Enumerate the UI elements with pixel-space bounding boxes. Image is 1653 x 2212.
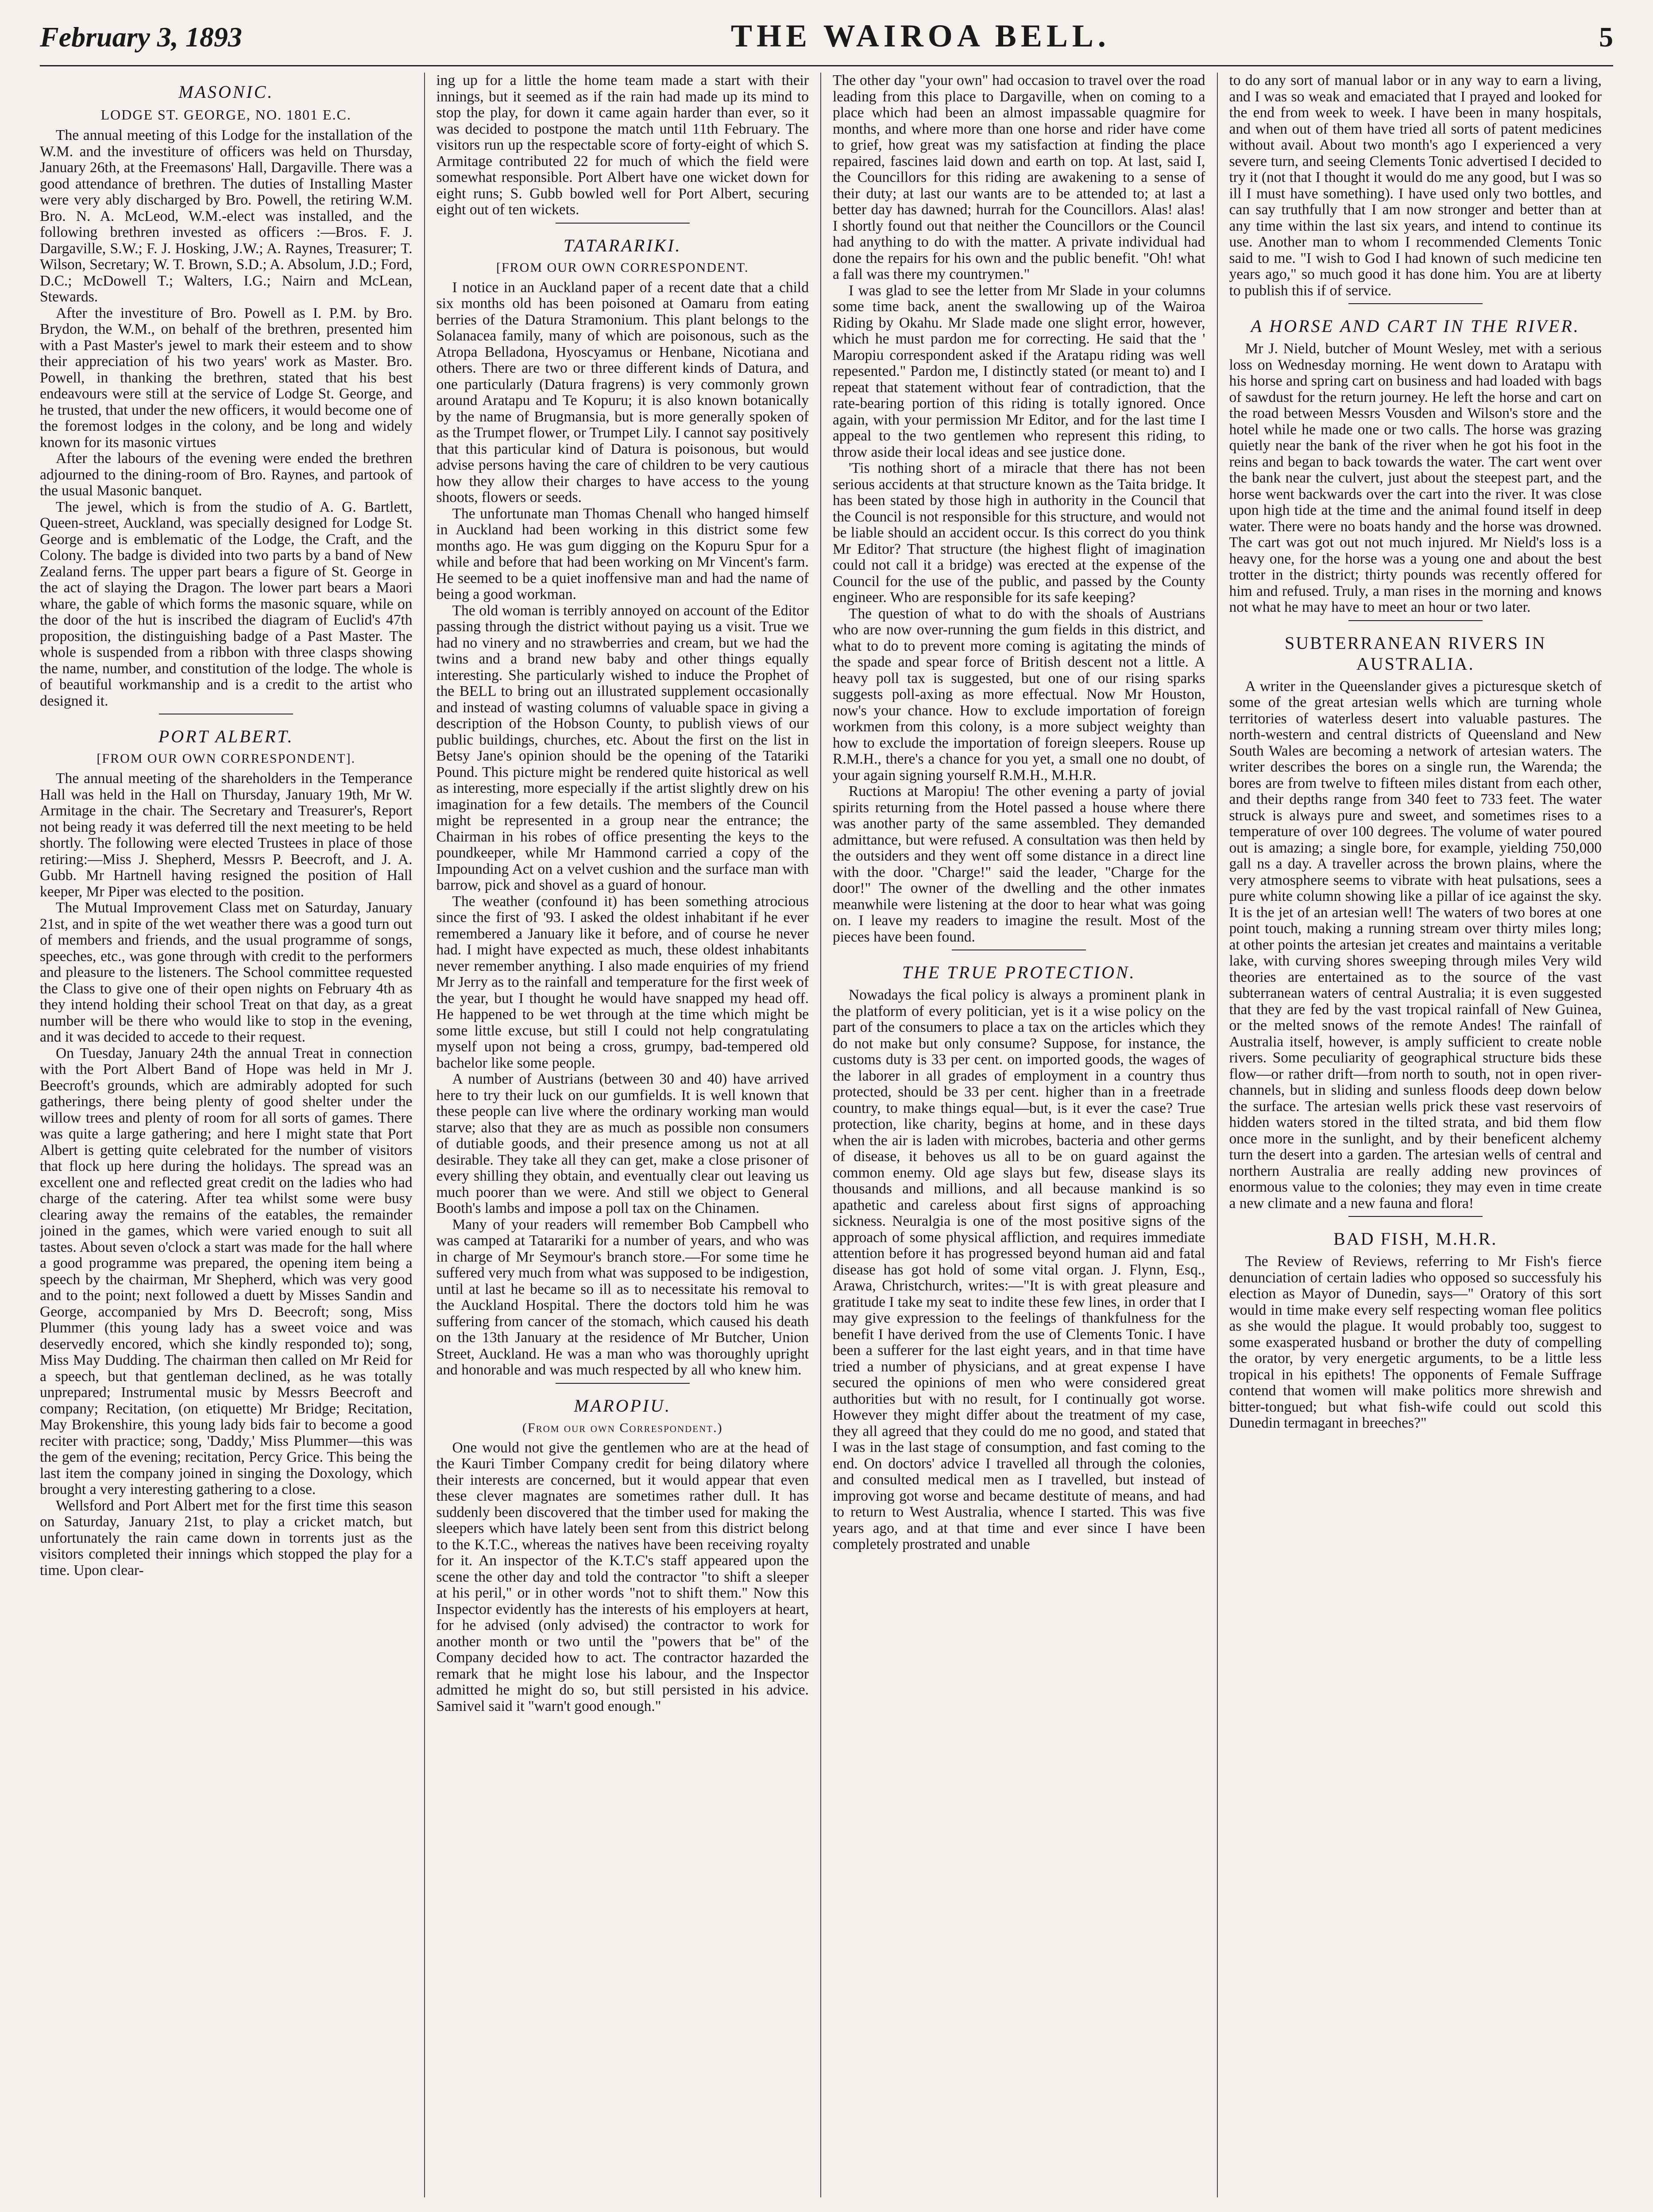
article — [40, 81, 413, 714]
article-heading: MASONIC. — [178, 82, 274, 102]
article — [436, 1395, 809, 1715]
section-divider — [1348, 303, 1483, 304]
article-paragraph: The old woman is terribly annoyed on account of the Editor passing through the district without paying us a visit. True we had no vinery and no strawberries and cream, but we had the twins and a brand new baby and other things equally interesting. She particularly wished to induce the Prophet of the BELL to bring out an illustrated supplement occasionally and instead of wasting columns of valuable space in giving a description of the Hobson County, to publish views of our public buildings, churches, etc. About the first on the list in Betsy Jane's opinion should be the opening of the Tatariki Pound. This picture might be rendered quite historical as well as interesting, more especially if the artist slightly drew on his imagination for a few details. The members of the Council might be represented in a group near the entrance; the Chairman in his robes of office presenting the keys to the poundkeeper, while Mr Hammond carried a copy of the Impounding Act on a velvet cushion and the surface man with barrow, pick and shovel as a guard of honour. — [436, 602, 809, 893]
article-paragraph: The jewel, which is from the studio of A. G. Bartlett, Queen-street, Auckland, was specially designed for Lodge St. George and is emblematic of the Lodge, the Craft, and the Colony. The badge is divided into two parts by a band of New Zealand ferns. The upper part bears a figure of St. George in the act of slaying the Dragon. The lower part bears a Maori whare, the gable of which forms the masonic square, while on the door of the hut is inscribed the diagram of Euclid's 47th proposition, the distinguishing badge of a Past Master. The whole is suspended from a ribbon with three clasps showing the name, number, and constitution of the lodge. The whole is of beautiful workmanship and is a credit to the artist who designed it. — [40, 498, 413, 709]
article-paragraph: I was glad to see the letter from Mr Slade in your columns some time back, anent the swallowing up of the Wairoa Riding by Okahu. Mr Slade made one slight error, however, which he must pardon me for correcting. He said that the ' Maropiu correspondent asked if the Aratapu riding was well repesented." Pardon me, I distinctly stated (or meant to) and I repeat that statement without fear of contradiction, that the rate-bearing portion of this riding is totally ignored. Once again, with your permission Mr Editor, and for the last time I appeal to the two gentlemen who represent this riding, to throw aside their local ideas and see justice done. — [833, 282, 1205, 460]
article-paragraph: After the investiture of Bro. Powell as I. P.M. by Bro. Brydon, the W.M., on behalf of the brethren, presented him with a Past Master's jewel to mark their esteem and to show their appreciation of his two years' work as Master. Bro. Powell, in thanking the brethren, stated that his best endeavours were still at the service of Lodge St. George, and he trusted, that under the new officers, it would become one of the foremost lodges in the colony, and be long and widely known for its masonic virtues — [40, 305, 413, 451]
section-divider — [1348, 1216, 1483, 1217]
columns-container — [40, 73, 1613, 2197]
article-heading: PORT ALBERT. — [158, 726, 294, 746]
article — [436, 73, 809, 224]
article — [1229, 73, 1602, 304]
column-1 — [40, 73, 425, 2197]
article-paragraph: The question of what to do with the shoals of Austrians who are now over-running the gum fields in this district, and what to do to prevent more coming is agitating the minds of the spade and spear force of British descent not a little. A heavy poll tax is suggested, but one of our rising sparks suggests poll-axing as more effectual. Now Mr Houston, now's your chance. How to exclude importation of foreign workmen from this colony, is a more subject weighty than how to exclude the importation of foreign sleepers. Rouse up R.M.H., there's a chance for you yet, a small one no doubt, of your again signing yourself R.M.H., M.H.R. — [833, 605, 1205, 784]
article — [436, 235, 809, 1384]
article-heading: MAROPIU. — [574, 1395, 672, 1416]
article-paragraph: 'Tis nothing short of a miracle that there has not been serious accidents at that structure known as the Taita bridge. It has been stated by those high in authority in the Council that the Council is not responsible for this structure, and would not be liable should an accident occur. Is this correct do you think Mr Editor? That structure (the highest flight of imagination could not call it a bridge) was erected at the expense of the Council for the use of the public, and passed by the County engineer. Who are responsible for its safe keeping? — [833, 460, 1205, 606]
article-heading: A HORSE AND CART IN THE RIVER. — [1251, 316, 1580, 336]
issue-date: February 3, 1893 — [40, 21, 242, 53]
article-subtitle: (From our own Correspondent.) — [522, 1420, 723, 1435]
article-paragraph: One would not give the gentlemen who are at the head of the Kauri Timber Company credit for being dilatory where their interests are concerned, but it would appear that even these clever magnates are sometimes rather dull. It has suddenly been discovered that the timber used for making the sleepers which have lately been sent from this district belong to the K.T.C., whereas the natives have been receiving royalty for it. An inspector of the K.T.C's staff appeared upon the scene the other day and told the contractor "to shift a sleeper at his peril," or in other words "not to shift them." Now this Inspector evidently has the interests of his employers at heart, for he advised (only advised) the contractor to work for another month or two until the "powers that be" of the Company decided how to act. The contractor hazarded the remark that he might lose his labour, and the Inspector admitted he might do so, but still persisted in his advice. Samivel said it "warn't good enough." — [436, 1439, 809, 1714]
article-paragraph: to do any sort of manual labor or in any way to earn a living, and I was so weak and emaciated that I prayed and looked for the end from week to week. I have been in many hospitals, and when out of them have tried all sorts of patent medicines without avail. About two month's ago I experienced a very severe turn, and seeing Clements Tonic advertised I decided to try it (not that I thought it would do me any good, but I was so ill I must have something). I have used only two bottles, and can say truthfully that I am now stronger and better than at any time within the last six years, and intend to continue its use. Another man to whom I recommended Clements Tonic said to me. "I wish to God I had known of such medicine ten years ago," so much good it has done him. You are at liberty to publish this if of service. — [1229, 73, 1602, 299]
article-paragraph: The weather (confound it) has been something atrocious since the first of '93. I asked the oldest inhabitant if he ever remembered a January like it before, and of course he never had. I might have expected as much, these oldest inhabitants never remember anything. I also made enquiries of my friend Mr Jerry as to the rainfall and temperature for the first week of the year, but I thought he would have snapped my head off. He happened to be wet through at the time which might be some little excuse, but still I could not help congratulating myself upon not being a cross, grumpy, bad-tempered old bachelor like some people. — [436, 893, 809, 1071]
article-paragraph: The other day "your own" had occasion to travel over the road leading from this place to Dargaville, when on coming to a place which had been an almost impassable quagmire for months, and where more than one horse and rider have come to grief, how great was my satisfaction at finding the place repaired, fascines laid down and earth on top. At last, said I, the Councillors for this riding are awakening to a sense of their duty; at last our wants are to be attended to; at last a better day has dawned; hurrah for the Councillors. Alas! alas! I shortly found out that neither the Councillors or the Council had anything to do with the matter. A private individual had done the repairs for his own and the public benefit. "Oh! what a fall was there my countrymen." — [833, 73, 1205, 282]
article-paragraph: The unfortunate man Thomas Chenall who hanged himself in Auckland had been working in this district some few months ago. He was gum digging on the Kopuru Spur for a while and before that had been working on Mr Vincent's farm. He seemed to be a quiet inoffensive man and had the name of being a good workman. — [436, 505, 809, 602]
article-paragraph: The Review of Reviews, referring to Mr Fish's fierce denunciation of certain ladies who opposed so successfuly his election as Mayor of Dunedin, says—" Oratory of this sort would in time make every self respecting woman flee politics as she would the plague. It would probably too, suggest to some exasperated husband or brother the duty of compelling the orator, by very energetic arguments, to be a little less tropical in his epithets! The opponents of Female Suffrage contend that women will make politics more shrewish and bitter-tongued; but what fish-wife could out scold this Dunedin termagant in breeches?" — [1229, 1253, 1602, 1431]
article-paragraph: ing up for a little the home team made a start with their innings, but it seemed as if the rain had made up its mind to stop the play, for down it came again harder than ever, so it was decided to postpone the match until 11th February. The visitors run up the respectable score of forty-eight of which S. Armitage contributed 22 for much of which the field were somewhat responsible. Port Albert have one wicket down for eight runs; S. Gubb bowled well for Port Albert, securing eight out of ten wickets. — [436, 73, 809, 218]
article-subtitle: [FROM OUR OWN CORRESPONDENT]. — [97, 751, 356, 766]
article-paragraph: The annual meeting of this Lodge for the installation of the W.M. and the investiture of officers was held on Thursday, January 26th, at the Freemasons' Hall, Dargaville. There was a good attendance of brethren. The duties of Installing Master were very ably discharged by Bro. Powell, the retiring W.M. Bro. N. A. McLeod, W.M.-elect was installed, and the following brethren invested as officers :—Bros. F. J. Dargaville, S.W.; F. J. Hosking, J.W.; A. Raynes, Treasurer; T. Wilson, Secretary; W. T. Brown, S.D.; A. Absolum, J.D.; Ford, D.C.; McDowell T.; Walters, I.G.; Nairn and McLean, Stewards. — [40, 127, 413, 305]
masthead — [40, 0, 1613, 66]
column-4 — [1218, 73, 1614, 2197]
column-3 — [821, 73, 1218, 2197]
article — [1229, 633, 1602, 1217]
article-subtitle: LODGE ST. GEORGE, NO. 1801 E.C. — [100, 107, 351, 123]
article-paragraph: I notice in an Auckland paper of a recent date that a child six months old has been poisoned at Oamaru from eating berries of the Datura Stramonium. This plant belongs to the Solanacea family, many of which are poisonous, such as the Atropa Belladona, Hyoscyamus or Henbane, Nicotiana and others. There are two or three different kinds of Datura, and one particularly (Datura fragrens) is very commonly grown around Aratapu and Te Kopuru; it is also known botanically by the name of Brugmansia, but is more generally spoken of as the Trumpet flower, or Trumpet Lily. I cannot say positively that this particular kind of Datura is poisonous, but would advise persons having the care of children to be very cautious how they allow their charges to have access to the young shoots, flowers or seeds. — [436, 279, 809, 506]
article-paragraph: A number of Austrians (between 30 and 40) have arrived here to try their luck on our gumfields. It is well known that these people can live where the ordinary working man would starve; also that they are as much as possible non consumers of dutiable goods, and their presence among us not at all desirable. They take all they can get, make a close prisoner of every shilling they obtain, and eventually clear out leaving us much poorer than we were. And still we object to General Booth's lambs and impose a poll tax on the Chinamen. — [436, 1071, 809, 1216]
column-2 — [425, 73, 822, 2197]
article-paragraph: Mr J. Nield, butcher of Mount Wesley, met with a serious loss on Wednesday morning. He went down to Aratapu with his horse and spring cart on business and had loaded with bags of sawdust for the return journey. He left the horse and cart on the road between Messrs Vousden and Wilson's store and the hotel while he made one or two calls. The horse was grazing quietly near the bank of the river when he got his foot in the reins and began to back towards the water. The cart went over the bank near the culvert, just about the steepest part, and the horse went backwards over the cart into the river. It was close upon high tide at the time and the animal found itself in deep water. There were no boats handy and the horse was drowned. The cart was got out not much injured. Mr Nield's loss is a heavy one, for the horse was a young one and about the best trotter in the district; thirty pounds was recently offered for him and refused. Truly, a man rises in the morning and knows not what he may have to meet an hour or two later. — [1229, 340, 1602, 615]
article-heading: THE TRUE PROTECTION. — [902, 962, 1136, 982]
newspaper-title: THE WAIROA BELL. — [731, 18, 1110, 54]
article-paragraph: After the labours of the evening were ended the brethren adjourned to the dining-room of Bro. Raynes, and partook of the usual Masonic banquet. — [40, 450, 413, 499]
article-paragraph: On Tuesday, January 24th the annual Treat in connection with the Port Albert Band of Hope was held in Mr J. Beecroft's grounds, which are admirably adopted for such gatherings, there being plenty of good shelter under the willow trees and plenty of room for all sorts of games. There was quite a large gathering; and here I might state that Port Albert is getting quite celebrated for the number of visitors that flock up here during the holidays. The spread was an excellent one and reflected great credit on the ladies who had charge of the catering. After tea whilst some were busy clearing away the remains of the eatables, the remainder joined in the games, which were varied enough to suit all tastes. About seven o'clock a start was made for the hall where a good programme was prepared, the opening item being a speech by the chairman, Mr Shepherd, which was very good and to the point; next followed a duett by Misses Sandin and George, accompanied by Mrs D. Beecroft; song, Miss Plummer (this young lady has a sweet voice and was deservedly encored, which she kindly responded to); song, Miss May Dudding. The chairman then called on Mr Reid for a speech, but that gentleman declined, as he was totally unprepared; Instrumental music by Messrs Beecroft and company; Recitation, (on etiquette) Mr Bridge; Recitation, May Brokenshire, this young lady bids fair to become a good reciter with practice; song, 'Daddy,' Miss Plummer—this was the gem of the evening; recitation, Percy Grice. This being the last item the company joined in singing the Doxology, which brought a very interesting gathering to a close. — [40, 1045, 413, 1498]
article-heading: BAD FISH, M.H.R. — [1333, 1229, 1498, 1249]
article-paragraph: The annual meeting of the shareholders in the Temperance Hall was held in the Hall on Thursday, January 19th, Mr W. Armitage in the chair. The Secretary and Treasurer's, Report not being ready it was deferred till the next meeting to be held shortly. The following were elected Trustees in place of those retiring:—Miss J. Shepherd, Messrs P. Beecroft, and J. A. Gubb. Mr Hartnell having resigned the position of Hall keeper, Mr Piper was elected to the position. — [40, 770, 413, 900]
article-paragraph: Many of your readers will remember Bob Campbell who was camped at Tatarariki for a number of years, and who was in charge of Mr Seymour's branch store.—For some time he suffered very much from what was supposed to be indigestion, until at last he became so ill as to necessitate his removal to the Auckland Hospital. There the doctors told him he was suffering from cancer of the stomach, which caused his death on the 13th January at the residence of Mr Butcher, Union Street, Auckland. He was a man who was thoroughly upright and honorable and was much respected by all who knew him. — [436, 1216, 809, 1378]
article-heading: TATARARIKI. — [563, 235, 682, 255]
article-heading: SUBTERRANEAN RIVERS IN AUSTRALIA. — [1285, 633, 1546, 674]
article — [833, 962, 1205, 1553]
article-paragraph: Wellsford and Port Albert met for the first time this season on Saturday, January 21st, to play a cricket match, but unfortunately the rain came down in torrents just as the visitors completed their innings which stopped the play for a time. Upon clear- — [40, 1497, 413, 1579]
section-divider — [556, 223, 690, 224]
article — [1229, 1228, 1602, 1432]
section-divider — [556, 1383, 690, 1384]
page-number: 5 — [1599, 21, 1613, 53]
article-subtitle: [FROM OUR OWN CORRESPONDENT. — [496, 260, 749, 275]
article-paragraph: A writer in the Queenslander gives a picturesque sketch of some of the great artesian wells which are turning whole territories of waterless desert into valuable pastures. The north-western and central districts of Queensland and New South Wales are becoming a network of artesian waters. The writer describes the bores on a single run, the Warenda; the bores are from twelve to fifteen miles distant from each other, and their depths range from 340 feet to 733 feet. The water struck is always pure and sweet, and sometimes rises to a temperature of over 100 degrees. The volume of water poured out is amazing; a single bore, for example, yielding 750,000 gall ns a day. A traveller across the brown plains, where the very atmosphere seems to vibrate with heat pulsations, sees a pure white column showing like a pillar of ice against the sky. It is the jet of an artesian well! The waters of two bores at one point touch, making a running stream over thirty miles long; at other points the artesian jet creates and maintains a veritable lake, with curving shores sweeping through miles Very wild theories are entertained as to the source of the vast subterranean waters of central Australia; it is even suggested that they are fed by the vast tropical rainfall of New Guinea, or the melted snows of the remote Andes! The rainfall of Australia itself, however, is amply sufficient to create noble rivers. Some peculiarity of geographical structure bids these flow—or rather drift—from north to south, not in open river-channels, but in sliding and sunless floods deep down below the surface. The artesian wells prick these vast reservoirs of hidden waters stored in the tilted strata, and bid them flow once more in the sunlight, and by their beneficent alchemy turn the desert into a garden. The artesian wells of central and northern Australia are really adding new provinces of enormous value to the colonies; they may even in time create a new climate and a new fauna and flora! — [1229, 678, 1602, 1212]
article-paragraph: Ructions at Maropiu! The other evening a party of jovial spirits returning from the Hotel passed a house where there was another party of the same assembled. They demanded admittance, but were refused. A consultation was then held by the outsiders and they went off some distance in a direct line with the door. "Charge!" said the leader, "Charge for the door!" The owner of the dwelling and the other inmates meanwhile were listening at the door to hear what was going on. I leave my readers to imagine the result. Most of the pieces have been found. — [833, 783, 1205, 945]
section-divider — [1348, 620, 1483, 621]
article — [833, 73, 1205, 950]
article-paragraph: Nowadays the fical policy is always a prominent plank in the platform of every politician, yet is it a wise policy on the part of the consumers to place a tax on the articles which they do not make but only consume? Suppose, for instance, the customs duty is 33 per cent. on imported goods, the wages of the laborer in all grades of employment in a country thus protected, should be 33 per cent. higher than in a freetrade country, to make things equal—but, is it ever the case? True protection, like charity, begins at home, and in these days when the air is laden with microbes, bacteria and other germs of disease, it behoves us all to be on guard against the common enemy. Old age slays but few, disease slays its thousands and millions, and all because mankind is so apathetic and careless about first signs of approaching sickness. Neuralgia is one of the most positive signs of the approach of some physical affliction, and requires immediate attention before it has progressed beyond human aid and fatal disease has got hold of some vital organ. J. Flynn, Esq., Arawa, Christchurch, writes:—"It is with great pleasure and gratitude I take my seat to indite these few lines, in order that I may give expression to the feelings of thankfulness for the benefit I have derived from the use of Clements Tonic. I have been a sufferer for the last eight years, and in that time have tried a number of physicians, and at great expense I have secured the opinions of men who were considered great authorities but with no result, for I continually got worse. However they might differ about the treatment of my case, they all agreed that they could do me no good, and stated that I was in the last stage of consumption, and fast coming to the end. On doctors' advice I travelled all through the colonies, and consulted medical men as I travelled, but instead of improving got worse and became destitute of means, and had to return to West Australia, whence I started. This was five years ago, and at that time and ever since I have been completely prostrated and unable — [833, 987, 1205, 1552]
article — [1229, 316, 1602, 621]
article-paragraph: The Mutual Improvement Class met on Saturday, January 21st, and in spite of the wet weather there was a good turn out of members and friends, and the usual programme of songs, speeches, etc., was gone through with credit to the performers and pleasure to the listeners. The School committee requested the Class to give one of their open nights on February 4th as they intend holding their school Treat on that day, as a great number will be there who would like to stop in the evening, and it was decided to accede to their request. — [40, 899, 413, 1045]
article — [40, 726, 413, 1579]
